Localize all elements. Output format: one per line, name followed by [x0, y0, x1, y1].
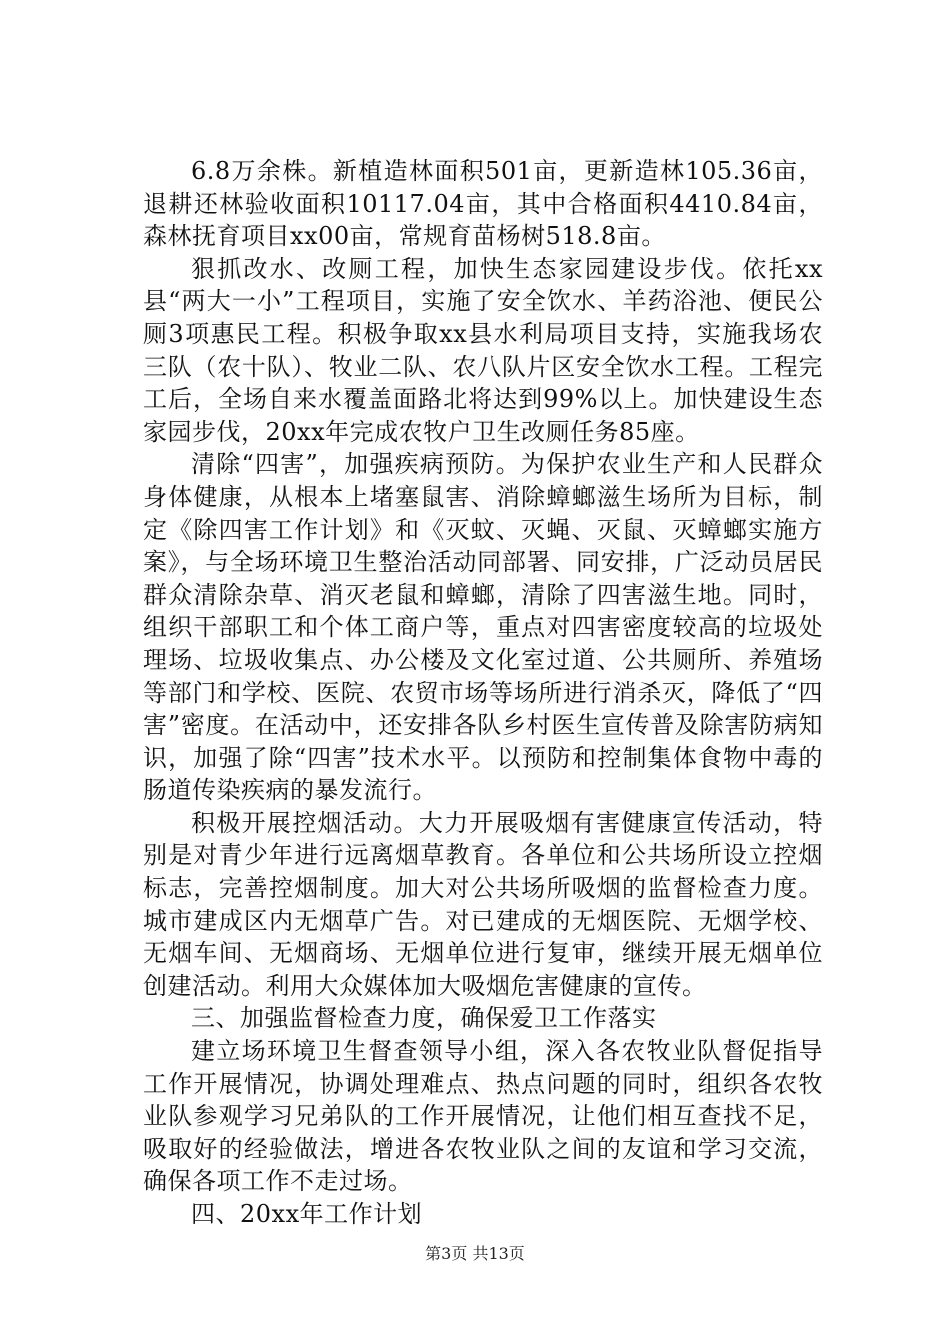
paragraph-supervision-group: 建立场环境卫生督查领导小组，深入各农牧业队督促指导工作开展情况，协调处理难点、热点问题的同时，组织各农牧业队参观学习兄弟队的工作开展情况，让他们相互查找不足，吸取好的经验做法，增进各农牧业队之间的友谊和学习交流，确保各项工作不走过场。 [143, 1037, 823, 1196]
paragraph-tobacco-control: 积极开展控烟活动。大力开展吸烟有害健康宣传活动，特别是对青少年进行远离烟草教育。各单位和公共场所设立控烟标志，完善控烟制度。加大对公共场所吸烟的监督检查力度。城市建成区内无烟草广告。对已建成的无烟医院、无烟学校、无烟车间、无烟商场、无烟单位进行复审，继续开展无烟单位创建活动。利用大众媒体加大吸烟危害健康的宣传。 [143, 808, 823, 1000]
paragraph-four-pests: 清除“四害”，加强疾病预防。为保护农业生产和人民群众身体健康，从根本上堵塞鼠害、消除蟑螂滋生场所为目标，制定《除四害工作计划》和《灭蚊、灭蝇、灭鼠、灭蟑螂实施方案》，与全场环境卫生整治活动同部署、同安排，广泛动员居民群众清除杂草、消灭老鼠和蟑螂，清除了四害滋生地。同时，组织干部职工和个体工商户等，重点对四害密度较高的垃圾处理场、垃圾收集点、办公楼及文化室过道、公共厕所、养殖场等部门和学校、医院、农贸市场等场所进行消杀灭，降低了“四害”密度。在活动中，还安排各队乡村医生宣传普及除害防病知识，加强了除“四害”技术水平。以预防和控制集体食物中毒的肠道传染疾病的暴发流行。 [143, 450, 823, 805]
section-heading-supervision: 三、加强监督检查力度，确保爱卫工作落实 [191, 1004, 657, 1033]
paragraph-forestry-stats: 6.8万余株。新植造林面积501亩，更新造林105.36亩，退耕还林验收面积10117.04亩，其中合格面积4410.84亩，森林抚育项目xx00亩，常规育苗杨树518.8亩。 [143, 157, 823, 251]
document-body [143, 155, 823, 1231]
page-number-footer: 第3页 共13页 [425, 1244, 525, 1263]
paragraph-water-toilet-project: 狠抓改水、改厕工程，加快生态家园建设步伐。依托xx县“两大一小”工程项目，实施了安全饮水、羊药浴池、便民公厕3项惠民工程。积极争取xx县水利局项目支持，实施我场农三队（农十队）、牧业二队、农八队片区安全饮水工程。工程完工后，全场自来水覆盖面路北将达到99%以上。加快建设生态家园步伐，20xx年完成农牧户卫生改厕任务85座。 [143, 254, 823, 446]
section-heading-work-plan: 四、20xx年工作计划 [191, 1200, 423, 1228]
